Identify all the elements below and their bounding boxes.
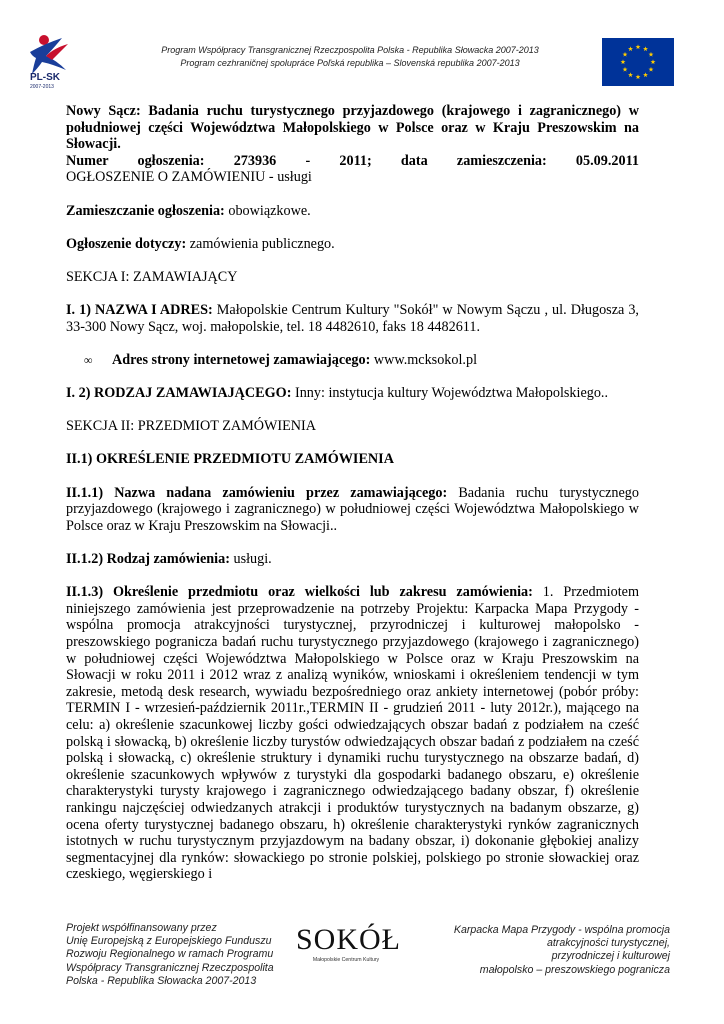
concerns-line: Ogłoszenie dotyczy: zamówienia publicznego. <box>66 235 335 252</box>
contract-kind-line: II.1.2) Rodzaj zamówienia: usługi. <box>66 551 272 568</box>
contract-scope-paragraph: II.1.3) Określenie przedmiotu oraz wielkości lub zakresu zamówienia: 1. Przedmiotem niniejszego zamówienia jest przeprowadzenie na potrzeby Projektu: Karpacka Mapa Przygody - wspólna promocja atrakcyjności turystycznej, przyrodniczej i kulturowej małopolsko - preszowskiego pogranicza badań ruchu turystycznego przyjazdowego (krajowego i zagranicznego) w południowej części Województwa Małopolskiego w Polsce oraz w Kraju Preszowskim na Słowacji w roku 2011 i 2012 wraz z analizą wyników, wnioskami i określeniem tendencji w tym zakresie, metodą desk research, wywiadu bezpośredniego oraz ankiety internetowej (pobór próby: TERMIN I - wrzesień-październik 2011r.,TERMIN II - grudzień 2011 - luty 2012r.), mającego na celu: a) określenie szacunkowej liczby gości odwiedzających obszar badań z podziałem na cześć polską i słowacką, b) określenie liczby turystów odwiedzających obszar badań z podziałem na cześć polską i słowacką, c) określenie struktury i dynamiki ruchu turystycznego na obszarze badań, d) określenie szacunkowych wpływów z turystyki dla gospodarki badanego obszaru, e) określenie charakterystyki turysty krajowego i zagranicznego odwiedzającego badany obszar, f) określenie rankingu najczęściej odwiedzanych atrakcji i produktów turystycznych na badanym obszarze, g) ocena oferty turystycznej badanego obszaru, h) określenie charakterystyki rynków zagranicznych istotnych w ruchu turystycznym przyjazdowym na badany obszar, i) dokonanie głębokiej analizy segmentacyjnej dla rynków: słowackiego po stronie polskiej, polskiego po stronie słowackiej oraz czeskiego, węgierskiego i <box>66 584 639 883</box>
footer-cofinancing-text: Projekt współfinansowany przez Unię Europejską z Europejskiego Funduszu Rozwoju Regionalnego w ramach Programu Współpracy Transgranicznej Rzeczpospolita Polska - Republika Słowacka 2007-2013 <box>66 922 274 987</box>
notice-body <box>66 103 639 883</box>
notice-title: Nowy Sącz: Badania ruchu turystycznego przyjazdowego (krajowego i zagranicznego) w południowej części Województwa Małopolskiego w Polsce oraz w Kraju Preszowskim na Słowacji. <box>66 103 639 153</box>
logo-year: 2007-2013 <box>30 84 54 90</box>
program-header-text <box>110 44 590 70</box>
notice-type: OGŁOSZENIE O ZAMÓWIENIU - usługi <box>66 169 312 186</box>
name-address-paragraph: I. 1) NAZWA I ADRES: Małopolskie Centrum Kultury "Sokół" w Nowym Sączu , ul. Długosza 3, 33-300 Nowy Sącz, woj. małopolskie, tel. 18 4482610, faks 18 4482611. <box>66 302 639 335</box>
page-header <box>0 0 724 96</box>
placement-line: Zamieszczanie ogłoszenia: obowiązkowe. <box>66 202 311 219</box>
website-link[interactable]: www.mcksokol.pl <box>370 351 478 368</box>
program-line-pl: Program Współpracy Transgranicznej Rzeczpospolita Polska - Republika Słowacka 2007-2013 <box>161 45 539 55</box>
eu-flag-icon <box>602 38 674 86</box>
program-line-sk: Program cezhraničnej spolupráce Poľská republika – Slovenská republika 2007-2013 <box>180 58 520 68</box>
sokol-logo <box>296 923 402 963</box>
sokol-logo-subtitle: Małopolskie Centrum Kultury <box>312 957 380 963</box>
notice-number: Numer ogłoszenia: 273936 - 2011; data zamieszczenia: 05.09.2011 <box>66 152 639 169</box>
logo-label: PL-SK <box>30 72 60 83</box>
footer-project-text: Karpacka Mapa Przygody - wspólna promocja atrakcyjności turystycznej, przyrodniczej i kulturowej małopolsko – preszowskiego pogranicza <box>453 924 670 976</box>
subject-heading: II.1) OKREŚLENIE PRZEDMIOTU ZAMÓWIENIA <box>66 451 394 468</box>
contracting-type-line: I. 2) RODZAJ ZAMAWIAJĄCEGO: Inny: instytucja kultury Województwa Małopolskiego.. <box>66 385 609 402</box>
section-1-heading: SEKCJA I: ZAMAWIAJĄCY <box>66 268 238 285</box>
bullet-icon: ∞ <box>84 352 93 367</box>
contract-name-paragraph: II.1.1) Nazwa nadana zamówieniu przez zamawiającego: Badania ruchu turystycznego przyjazdowego (krajowego i zagranicznego) w południowej części Województwa Małopolskiego w Polsce oraz w Kraju Preszowskim na Słowacji.. <box>66 484 639 534</box>
sokol-logo-name: SOKÓŁ <box>296 923 402 956</box>
section-2-heading: SEKCJA II: PRZEDMIOT ZAMÓWIENIA <box>66 418 316 435</box>
website-bullet: ∞ Adres strony internetowej zamawiającego: www.mcksokol.pl <box>84 351 478 368</box>
